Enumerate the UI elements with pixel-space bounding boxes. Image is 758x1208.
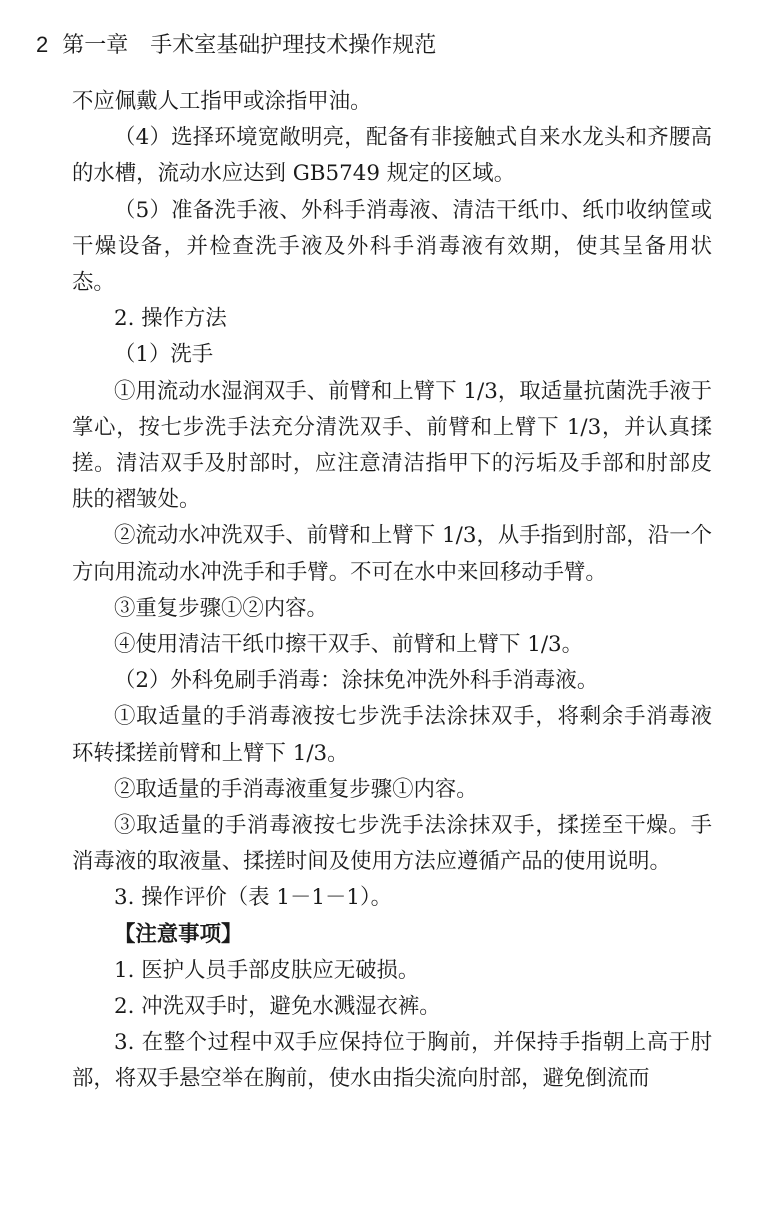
paragraph: ③取适量的手消毒液按七步洗手法涂抹双手，揉搓至干燥。手消毒液的取液量、揉搓时间及使用方法应遵循产品的使用说明。 bbox=[72, 813, 712, 875]
paragraph: ①取适量的手消毒液按七步洗手法涂抹双手，将剩余手消毒液环转揉搓前臂和上臂下 1/3。 bbox=[72, 704, 712, 766]
page-number: 2 bbox=[36, 32, 49, 57]
section-heading: 【注意事项】 bbox=[114, 921, 243, 947]
paragraph: （1）洗手 bbox=[114, 342, 214, 368]
paragraph: （5）准备洗手液、外科手消毒液、清洁干纸巾、纸巾收纳筐或干燥设备，并检查洗手液及外科手消毒液有效期，使其呈备用状态。 bbox=[72, 197, 712, 296]
paragraph: （2）外科免刷手消毒：涂抹免冲洗外科手消毒液。 bbox=[114, 668, 599, 694]
paragraph: 1. 医护人员手部皮肤应无破损。 bbox=[114, 957, 420, 983]
chapter-title: 第一章 手术室基础护理技术操作规范 bbox=[62, 33, 437, 58]
paragraph: （4）选择环境宽敞明亮，配备有非接触式自来水龙头和齐腰高的水槽，流动水应达到 GB5749 规定的区域。 bbox=[72, 125, 712, 187]
paragraph: 不应佩戴人工指甲或涂指甲油。 bbox=[72, 89, 372, 114]
paragraph: 2. 操作方法 bbox=[114, 306, 227, 332]
paragraph: ④使用清洁干纸巾擦干双手、前臂和上臂下 1/3。 bbox=[114, 632, 584, 658]
body-text bbox=[72, 84, 712, 1098]
paragraph: 3. 在整个过程中双手应保持位于胸前，并保持手指朝上高于肘部，将双手悬空举在胸前，使水由指尖流向肘部，避免倒流而 bbox=[72, 1030, 712, 1092]
paragraph: ③重复步骤①②内容。 bbox=[114, 595, 328, 621]
paragraph: 3. 操作评价（表 1－1－1）。 bbox=[114, 885, 393, 911]
paragraph: ②取适量的手消毒液重复步骤①内容。 bbox=[114, 776, 478, 802]
paragraph: 2. 冲洗双手时，避免水溅湿衣裤。 bbox=[114, 994, 441, 1020]
running-header bbox=[36, 30, 436, 61]
paragraph: ①用流动水湿润双手、前臂和上臂下 1/3，取适量抗菌洗手液于掌心，按七步洗手法充分清洗双手、前臂和上臂下 1/3，并认真揉搓。清洁双手及肘部时，应注意清洁指甲下的污垢及手部和肘部皮肤的褶皱处。 bbox=[72, 378, 712, 513]
paragraph: ②流动水冲洗双手、前臂和上臂下 1/3，从手指到肘部，沿一个方向用流动水冲洗手和手臂。不可在水中来回移动手臂。 bbox=[72, 523, 712, 585]
